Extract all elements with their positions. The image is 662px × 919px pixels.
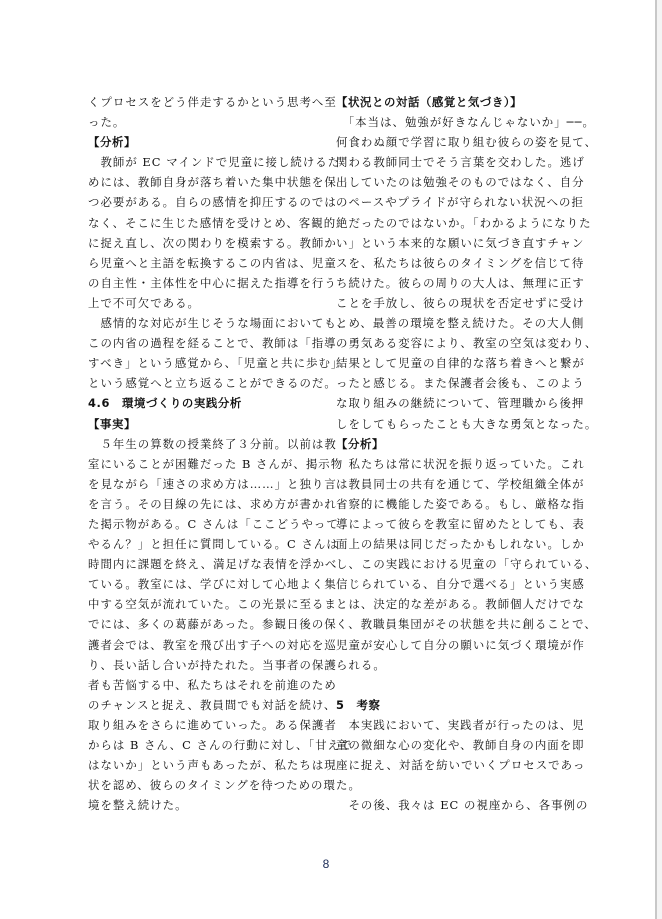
text-line: すべき」という感覚から、「児童と共に歩む」	[88, 356, 344, 371]
text-line: ている。教室には、学びに対して心地よく集	[88, 577, 337, 592]
text-line: を言う。その目線の先には、求め方が書かれ	[88, 496, 337, 511]
text-line: 座に捉え、対話を紡いでいくプロセスであっ	[336, 758, 586, 773]
text-line: めには、教師自身が落ち着いた集中状態を保	[88, 175, 337, 190]
text-line: り、長い話し合いが持たれた。当事者の保護	[88, 657, 337, 672]
text-line: に捉え直し、次の関わりを模索する。教師か	[88, 235, 337, 250]
text-line: 教師が EC マインドで児童に接し続けるた	[88, 155, 341, 170]
text-line: 感情的な対応が生じそうな場面においても、	[88, 316, 350, 331]
text-line: なく、そこに生じた感情を受けとめ、客観的	[88, 215, 337, 230]
text-line: ったと感じる。また保護者会後も、このよう	[336, 376, 585, 391]
text-line: 結果として児童の自律的な落ち着きへと繋が	[336, 356, 585, 371]
text-line: ら児童へと主語を転換するこの内省は、児童	[88, 255, 337, 270]
text-line: の自主性・主体性を中心に据えた指導を行う	[88, 275, 337, 290]
text-line: やるん？」と担任に質問している。C さんは	[88, 537, 339, 552]
text-line: 室にいることが困難だった B さんが、掲示物	[88, 456, 344, 471]
text-line: 私たちは常に状況を振り返っていた。これ	[336, 456, 585, 471]
text-line: の勇気ある変容により、教室の空気は変わり、	[336, 336, 598, 351]
text-line: とは、決定的な差がある。教師個人だけでな	[336, 597, 585, 612]
text-line: 童の微細な心の変化や、教師自身の内面を即	[336, 738, 585, 752]
text-line: 信じられている、自分で選べる」という実感	[336, 577, 585, 592]
text-line: 本実践において、実践者が行ったのは、児	[336, 717, 585, 732]
text-line: 上で不可欠である。	[88, 295, 200, 310]
text-line: た。	[336, 778, 361, 793]
text-line: を見ながら「速さの求め方は……」と独り言	[88, 476, 337, 491]
text-line: 省察的に機能した姿である。もし、厳格な指	[336, 496, 585, 511]
text-line: ことを手放し、彼らの現状を否定せずに受け	[336, 295, 585, 310]
text-line: 絶だったのではないか。「わかるようになりた	[336, 215, 592, 230]
text-line: 者も苦悩する中、私たちはそれを前進のため	[88, 677, 337, 692]
text-line: 何食わぬ顔で学習に取り組む彼らの姿を見て、	[336, 135, 598, 150]
text-line: 「本当は、勉強が好きなんじゃないか」──。	[336, 115, 595, 130]
text-line: つ必要がある。自らの感情を抑圧するのでは	[88, 195, 337, 210]
text-line: はないか」という声もあったが、私たちは現	[88, 758, 337, 773]
section-heading: 4.6 環境づくりの実践分析	[88, 396, 242, 411]
section-heading: 【状況との対話（感覚と気づき）】	[336, 95, 523, 109]
text-line: 児童が安心して自分の願いに気づく環境が作	[336, 637, 585, 652]
text-line: い」という本来的な願いに気づき直すチャン	[336, 235, 585, 250]
text-line: のペースやプライドが守られない状況への拒	[336, 195, 584, 210]
text-line: 境を整え続けた。	[88, 798, 188, 813]
text-line: 面上の結果は同じだったかもしれない。しか	[336, 537, 585, 552]
blank-line	[336, 675, 564, 695]
text-line: この内省の過程を経ることで、教師は「指導	[88, 336, 337, 351]
text-line: し、この実践における児童の「守られている、	[336, 557, 598, 572]
text-line: という感覚へと立ち返ることができるのだ。	[88, 376, 337, 391]
text-line: く、教職員集団がその状態を共に創ることで、	[336, 617, 597, 632]
text-line: ち続けた。彼らの周りの大人は、無理に正す	[336, 275, 585, 290]
right-column	[336, 92, 598, 815]
text-line: しをしてもらったことも大きな勇気となった。	[336, 416, 598, 431]
text-line: 時間内に課題を終え、満足げな表情を浮かべ	[88, 557, 338, 572]
section-heading: 5 考察	[336, 697, 381, 712]
text-line: 中する空気が流れていた。この光景に至るま	[88, 597, 337, 612]
text-line: は教員同士の共有を通じて、学校組織全体が	[336, 476, 585, 491]
text-line: 導によって彼らを教室に留めたとしても、表	[336, 516, 585, 531]
text-line: な取り組みの継続について、管理職から後押	[336, 396, 585, 411]
text-line: とめ、最善の環境を整え続けた。その大人側	[336, 316, 585, 331]
text-line: 状を認め、彼らのタイミングを待つための環	[88, 778, 336, 793]
page-number: 8	[322, 857, 330, 871]
text-line: くプロセスをどう伴走するかという思考へ至	[88, 95, 337, 109]
text-line: スを、私たちは彼らのタイミングを信じて待	[336, 255, 585, 270]
text-line: 関わる教師同士でそう言葉を交わした。逃げ	[336, 155, 585, 170]
text-line: た掲示物がある。C さんは「ここどうやって	[88, 516, 339, 531]
text-line: からは B さん、C さんの行動に対し、「甘えで	[88, 738, 353, 752]
section-heading: 【事実】	[88, 416, 136, 431]
text-line: 取り組みをさらに進めていった。ある保護者	[88, 717, 337, 732]
section-heading: 【分析】	[336, 436, 384, 451]
text-line: られる。	[336, 657, 386, 672]
text-line: ５年生の算数の授業終了３分前。以前は教	[88, 436, 337, 451]
text-line: った。	[88, 115, 126, 130]
text-line: 護者会では、教室を飛び出す子への対応を巡	[88, 637, 337, 652]
text-line: 出していたのは勉強そのものではなく、自分	[336, 175, 585, 190]
section-heading: 【分析】	[88, 135, 136, 150]
text-line: その後、我々は EC の視座から、各事例の	[336, 798, 589, 813]
left-column	[88, 92, 353, 815]
text-line: でには、多くの葛藤があった。参観日後の保	[88, 617, 337, 632]
text-line: のチャンスと捉え、教員間でも対話を続け、	[88, 697, 337, 712]
